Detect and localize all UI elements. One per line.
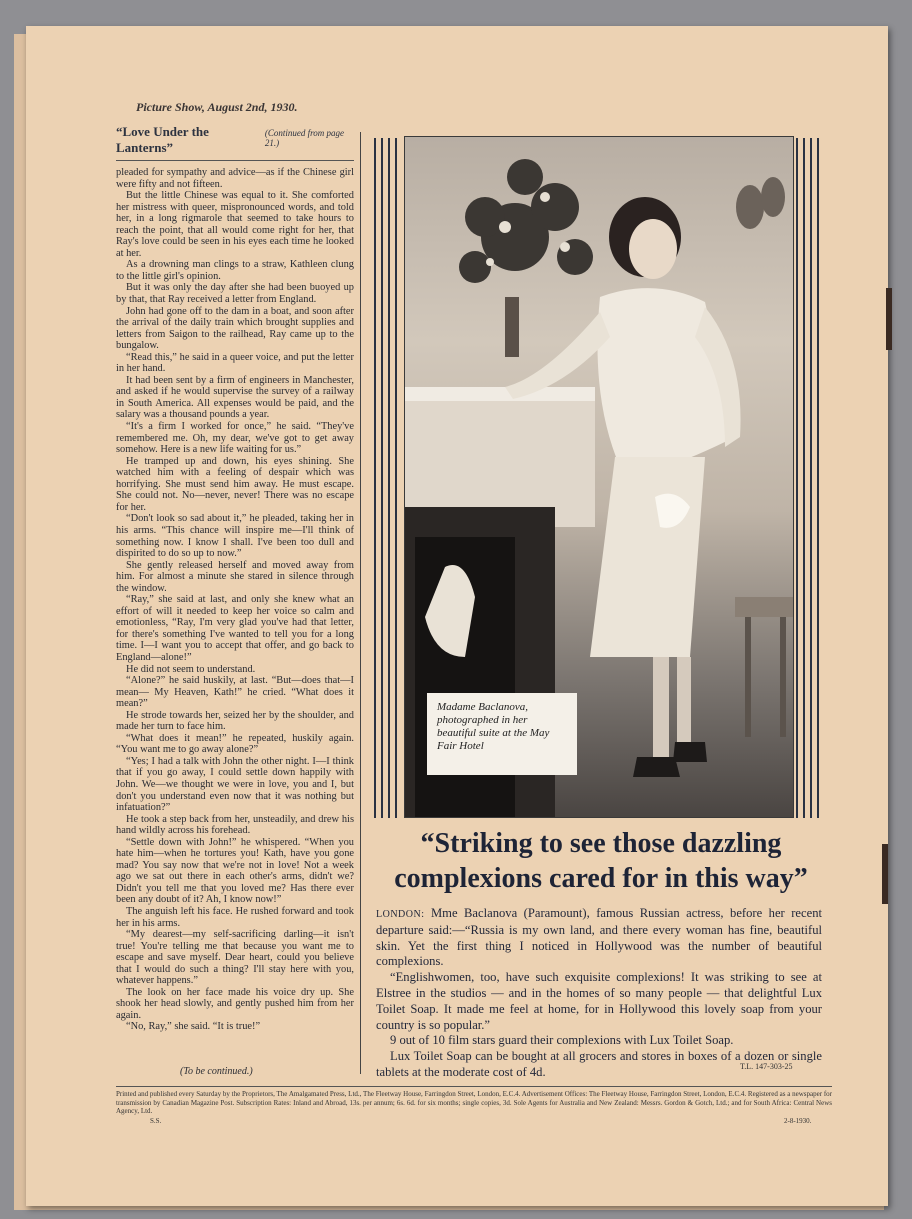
footer-ss: S.S. [150,1117,162,1125]
story-text [116,167,354,1079]
ad-body-p2: “Englishwomen, too, have such exquisite complexions! It was striking to see at Elstree in the studios — and in the homes of so many people — that delightful Lux Toilet Soap. It made me feel at home, for in Hollywood this lovely soap from your country is so popular.” [376,970,822,1032]
story-column [116,124,354,1079]
story-paragraph: “Settle down with John!” he whispered. “When you hate him—when he tortures you! Kath, have you gone mad? You say now that we're not in love! Not a week ago we sat out there in each other's arms, didn't we? Didn't you tell me that you loved me? Has there ever been any doubt of it? Ah, I know now!” [116,836,354,906]
story-paragraph: “No, Ray,” she said. “It is true!” [126,1021,261,1033]
story-paragraph: The look on her face made his voice dry up. She shook her head slowly, and gently pushed him from her again. [116,986,354,1021]
story-paragraph: “What does it mean!” he repeated, huskily again. “You want me to go away alone?” [116,732,354,756]
story-paragraph: “It's a firm I worked for once,” he said. “They've remembered me. Oh, my dear, we've got to get away somehow. Here is a new life waiting for us.” [116,421,354,456]
ad-body [376,906,822,1081]
lux-advertisement [370,132,832,1082]
photo-caption: Madame Baclanova, photographed in her beautiful suite at the May Fair Hotel [427,693,577,775]
column-divider [360,132,361,1074]
page-tab-top [886,288,892,350]
story-paragraph: “Ray,” she said at last, and only she knew what an effort of will it needed to keep her voice so calm and emotionless, “Ray, I'm very glad you've had that letter, for there's something I've wanted to tell you for a long time. I—I want you to accept that offer, and go back to England—alone!” [116,594,354,663]
ad-body-p4: Lux Toilet Soap can be bought at all grocers and stores in boxes of a dozen or single tablets at the moderate cost of 4d. [376,1049,822,1079]
ad-headline-line1: “Striking to see those dazzling [420,828,782,859]
ad-code: T.L. 147-303-25 [740,1062,793,1071]
story-paragraph: But the little Chinese was equal to it. She comforted her mistress with queer, mispronounced words, and told her, in a long rigmarole that seemed to take hours to reach the point, that all would come right for her, that Ray's love could be seen in his eyes each time he looked at her. [116,190,354,259]
story-paragraph: She gently released herself and moved away from him. For almost a minute she stared in silence through the window. [116,559,354,594]
story-paragraph: pleaded for sympathy and advice—as if the Chinese girl were fifty and not fifteen. [116,167,354,190]
ad-headline [370,826,832,896]
page-tab-bottom [882,844,888,904]
story-paragraph: “Read this,” he said in a queer voice, and put the letter in her hand. [116,351,354,375]
decorative-stripes-left [374,138,404,818]
story-paragraph: As a drowning man clings to a straw, Kathleen clung to the little girl's opinion. [116,259,354,282]
story-paragraph: It had been sent by a firm of engineers in Manchester, and asked if he would supervise the survey of a railway in South America. All expenses would be paid, and the salary was a thousand pounds a year. [116,374,354,421]
story-title-row [116,124,354,161]
ad-body-p3: 9 out of 10 film stars guard their complexions with Lux Toilet Soap. [390,1033,734,1048]
story-paragraph: He took a step back from her, unsteadily, and drew his hand wildly across his forehead. [116,813,354,837]
ad-headline-line2: complexions cared for in this way” [394,863,808,894]
story-title: “Love Under the Lanterns” [116,124,209,155]
story-paragraph: He did not seem to understand. [126,663,256,675]
story-paragraph: “My dearest—my self-sacrificing darling—it isn't true! You're telling me that because you want me to escape and save myself. Dear heart, could you believe that I would do such a thing? I'll stay here with you, whatever happens.” [116,929,354,987]
story-paragraph: He tramped up and down, his eyes shining. She watched him with a feeling of despair which was horrifying. She must send him away. He must escape. She could not. No—never, never! There was no escape for her. [116,455,354,513]
footer-date: 2-8-1930. [784,1117,812,1125]
story-paragraph: John had gone off to the dam in a boat, and soon after the arrival of the daily train which brought supplies and letters from Saigon to the railhead, Ray came up to the bungalow. [116,305,354,352]
page-header: Picture Show, August 2nd, 1930. [136,100,298,114]
ad-body-lead: LONDON: [376,909,425,920]
story-paragraph: He strode towards her, seized her by the shoulder, and made her turn to face him. [116,709,354,733]
portrait-photo [404,136,794,818]
ad-body-p1: Mme Baclanova (Paramount), famous Russian actress, before her recent departure said:—“Russia is my own land, and there every woman has fine, beautiful skin. Yet the first thing I noticed in Hollywood was the number of beautiful complexions. [376,906,822,969]
decorative-stripes-right [792,138,822,818]
publisher-footer: Printed and published every Saturday by the Proprietors, The Amalgamated Press, Ltd., The Fleetway House, Farringdon Street, London, E.C.4. Advertisement Offices: The Fleetway House, Farringdon Street, London, E.C.4. Registered as a newspaper for transmission by Canadian Magazine Post. Subscription Rates: Inland and Abroad, 13s. per annum; 6s. 6d. for six months; single copies, 3d. Sole Agents for Australia and New Zealand: Messrs. Gordon & Gotch, Ltd.; and for South Africa: Central News Agency, Ltd. [116,1090,832,1116]
to-be-continued: (To be continued.) [180,1066,253,1077]
story-paragraph: “Yes; I had a talk with John the other night. I—I think that if you go away, I could settle down happily with John. We—we thought we were in love, you and I, but don't you understand even now that it was nothing but infatuation?” [116,755,354,814]
story-paragraph: “Alone?” he said huskily, at last. “But—does that—I mean— My Heaven, Kath!” he cried. “What does it mean?” [116,675,354,710]
story-paragraph: The anguish left his face. He rushed forward and took her in his arms. [116,906,354,929]
continued-note: (Continued from page 21.) [264,128,344,148]
story-paragraph: But it was only the day after she had been buoyed up by that, that Ray received a letter from England. [116,282,354,306]
story-paragraph: “Don't look so sad about it,” he pleaded, taking her in his arms. “This chance will inspire me—I'll think of something now. I know I shall. I've been too dull and dispirited to do so up to now.” [116,513,354,560]
footer-rule [116,1086,832,1087]
